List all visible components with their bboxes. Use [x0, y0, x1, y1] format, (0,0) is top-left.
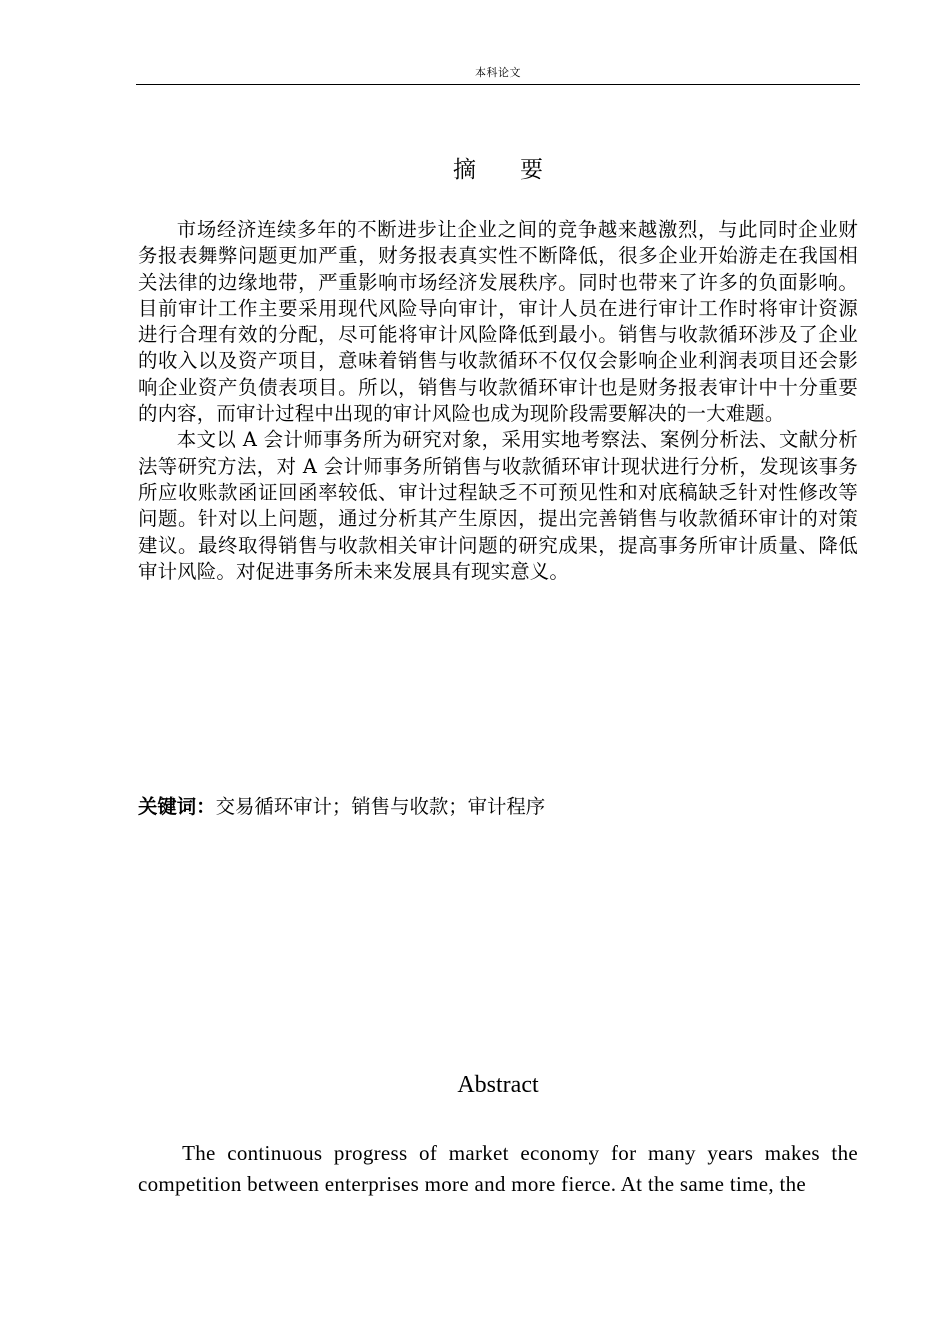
keywords-line — [138, 793, 858, 821]
page-header — [136, 64, 860, 85]
english-abstract-title: Abstract — [457, 1072, 539, 1098]
chinese-abstract-body — [138, 217, 858, 585]
keywords-value: 交易循环审计；销售与收款；审计程序 — [215, 795, 546, 818]
chinese-abstract-title-left: 摘 — [453, 157, 476, 183]
english-abstract-body — [138, 1138, 858, 1200]
keywords-label: 关键词： — [138, 795, 216, 818]
chinese-abstract-paragraph-1: 市场经济连续多年的不断进步让企业之间的竞争越来越激烈，与此同时企业财务报表舞弊问题更加严重，财务报表真实性不断降低，很多企业开始游走在我国相关法律的边缘地带，严重影响市场经济发展秩序。同时也带来了许多的负面影响。目前审计工作主要采用现代风险导向审计，审计人员在进行审计工作时将审计资源进行合理有效的分配，尽可能将审计风险降低到最小。销售与收款循环涉及了企业的收入以及资产项目，意味着销售与收款循环不仅仅会影响企业利润表项目还会影响企业资产负债表项目。所以，销售与收款循环审计也是财务报表审计中十分重要的内容，而审计过程中出现的审计风险也成为现阶段需要解决的一大难题。 — [138, 218, 858, 426]
chinese-abstract-title — [136, 150, 860, 190]
chinese-abstract-title-right: 要 — [520, 157, 543, 183]
english-abstract-paragraph-1: The continuous progress of market economy for many years makes the competition between enterprises more and more fierce. At the same time, the — [138, 1141, 858, 1196]
header-text: 本科论文 — [475, 66, 521, 79]
chinese-abstract-paragraph-2: 本文以 A 会计师事务所为研究对象，采用实地考察法、案例分析法、文献分析法等研究方法，对 A 会计师事务所销售与收款循环审计现状进行分析，发现该事务所应收账款函证回函率较低、审计过程缺乏不可预见性和对底稿缺乏针对性修改等问题。针对以上问题，通过分析其产生原因，提出完善销售与收款循环审计的对策建议。最终取得销售与收款相关审计问题的研究成果，提高事务所审计质量、降低审计风险。对促进事务所未来发展具有现实意义。 — [138, 428, 858, 583]
